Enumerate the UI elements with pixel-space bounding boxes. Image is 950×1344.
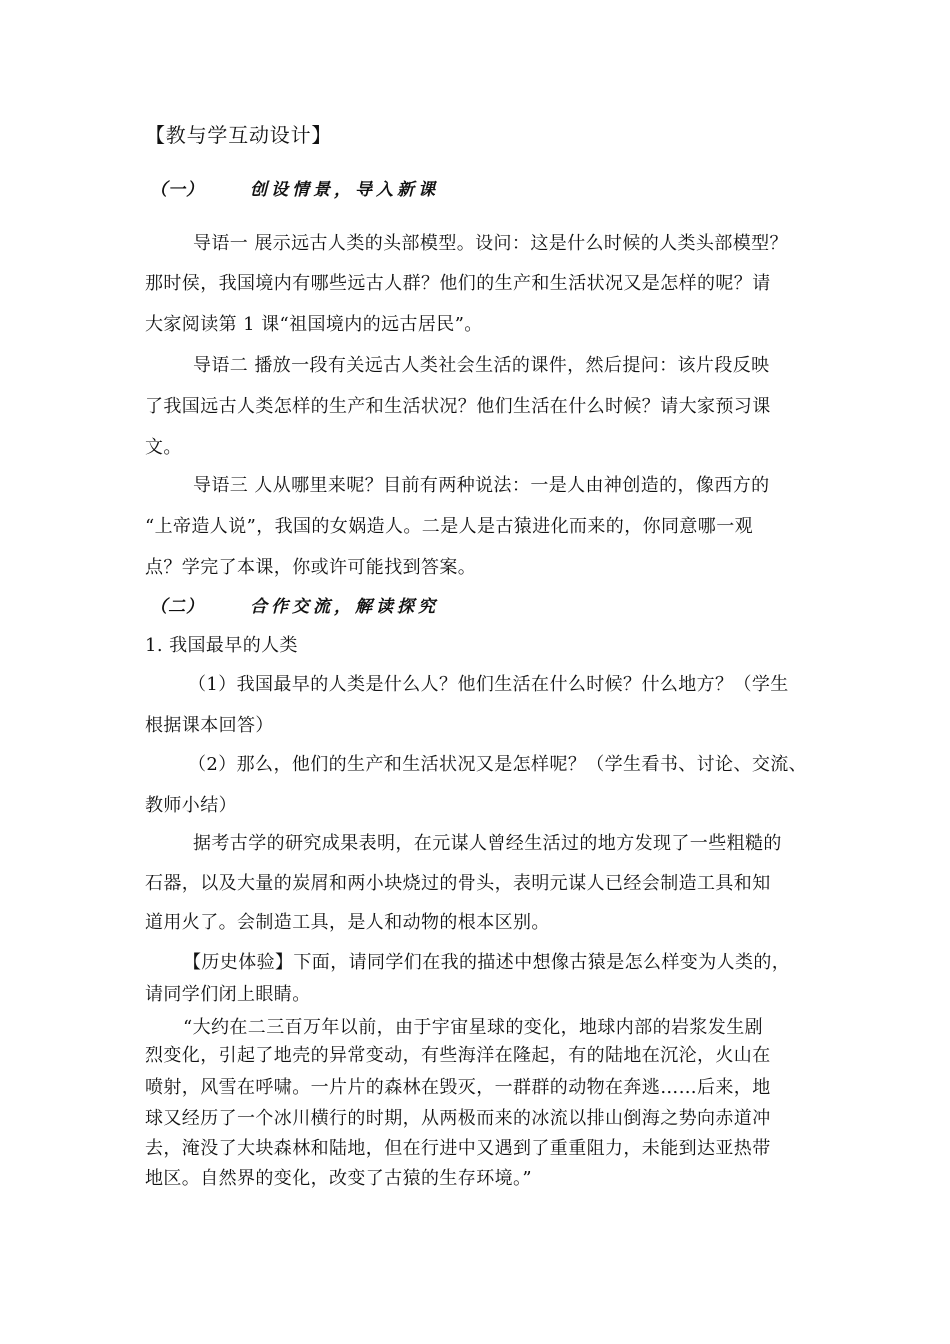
quote-line-3: 喷射，风雪在呼啸。一片片的森林在毁灭，一群群的动物在奔逃……后来，地: [145, 1077, 771, 1098]
lead-2-line-2: 了我国远古人类怎样的生产和生活状况？他们生活在什么时候？请大家预习课: [145, 396, 771, 417]
lead-1-line-3: 大家阅读第 1 课“祖国境内的远古居民”。: [145, 314, 483, 335]
quote-line-2: 烈变化，引起了地壳的异常变动，有些海洋在隆起，有的陆地在沉沦，火山在: [145, 1045, 771, 1066]
question-1-line-2: 根据课本回答）: [145, 715, 274, 736]
quote-line-1: “大约在二三百万年以前，由于宇宙星球的变化，地球内部的岩浆发生剧: [183, 1017, 763, 1038]
section-label-1: （一）: [150, 180, 204, 200]
section-heading-2: [150, 595, 439, 619]
lead-2-line-1: 导语二 播放一段有关远古人类社会生活的课件，然后提问：该片段反映: [193, 355, 770, 376]
quote-line-6: 地区。自然界的变化，改变了古猿的生存环境。”: [145, 1168, 532, 1189]
lead-1-line-2: 那时侯，我国境内有哪些远古人群？他们的生产和生活状况又是怎样的呢？请: [145, 273, 771, 294]
question-2-line-2: 教师小结）: [145, 795, 237, 816]
lead-3-line-2: “上帝造人说”，我国的女娲造人。二是人是古猿进化而来的，你同意哪一观: [145, 516, 754, 537]
lead-3-line-1: 导语三 人从哪里来呢？目前有两种说法：一是人由神创造的，像西方的: [193, 475, 770, 496]
lead-1-line-1: 导语一 展示远古人类的头部模型。设问：这是什么时候的人类头部模型？: [193, 233, 788, 254]
section-label-2: （二）: [150, 597, 204, 617]
experience-line-1: 【历史体验】下面，请同学们在我的描述中想像古猿是怎么样变为人类的，: [183, 952, 791, 973]
experience-line-2: 请同学们闭上眼睛。: [145, 984, 311, 1005]
question-2-line-1: （2）那么，他们的生产和生活状况又是怎样呢？（学生看书、讨论、交流、: [188, 754, 808, 775]
paragraph-1-line-2: 石器，以及大量的炭屑和两小块烧过的骨头，表明元谋人已经会制造工具和知: [145, 873, 771, 894]
section-title-1: 创设情景，导入新课: [250, 180, 439, 200]
section-title-2: 合作交流，解读探究: [250, 597, 439, 617]
quote-line-5: 去，淹没了大块森林和陆地，但在行进中又遇到了重重阻力，未能到达亚热带: [145, 1138, 771, 1159]
quote-line-4: 球又经历了一个冰川横行的时期，从两极而来的冰流以排山倒海之势向赤道冲: [145, 1108, 771, 1129]
paragraph-1-line-1: 据考古学的研究成果表明，在元谋人曾经生活过的地方发现了一些粗糙的: [193, 833, 782, 854]
lead-2-line-3: 文。: [145, 437, 182, 458]
paragraph-1-line-3: 道用火了。会制造工具，是人和动物的根本区别。: [145, 912, 550, 933]
page-heading: 【教与学互动设计】: [145, 123, 333, 147]
section-heading-1: [150, 178, 439, 202]
subheading-earliest-humans: 1. 我国最早的人类: [145, 635, 298, 656]
lead-3-line-3: 点？学完了本课，你或许可能找到答案。: [145, 557, 477, 578]
question-1-line-1: （1）我国最早的人类是什么人？他们生活在什么时候？什么地方？（学生: [188, 674, 789, 695]
